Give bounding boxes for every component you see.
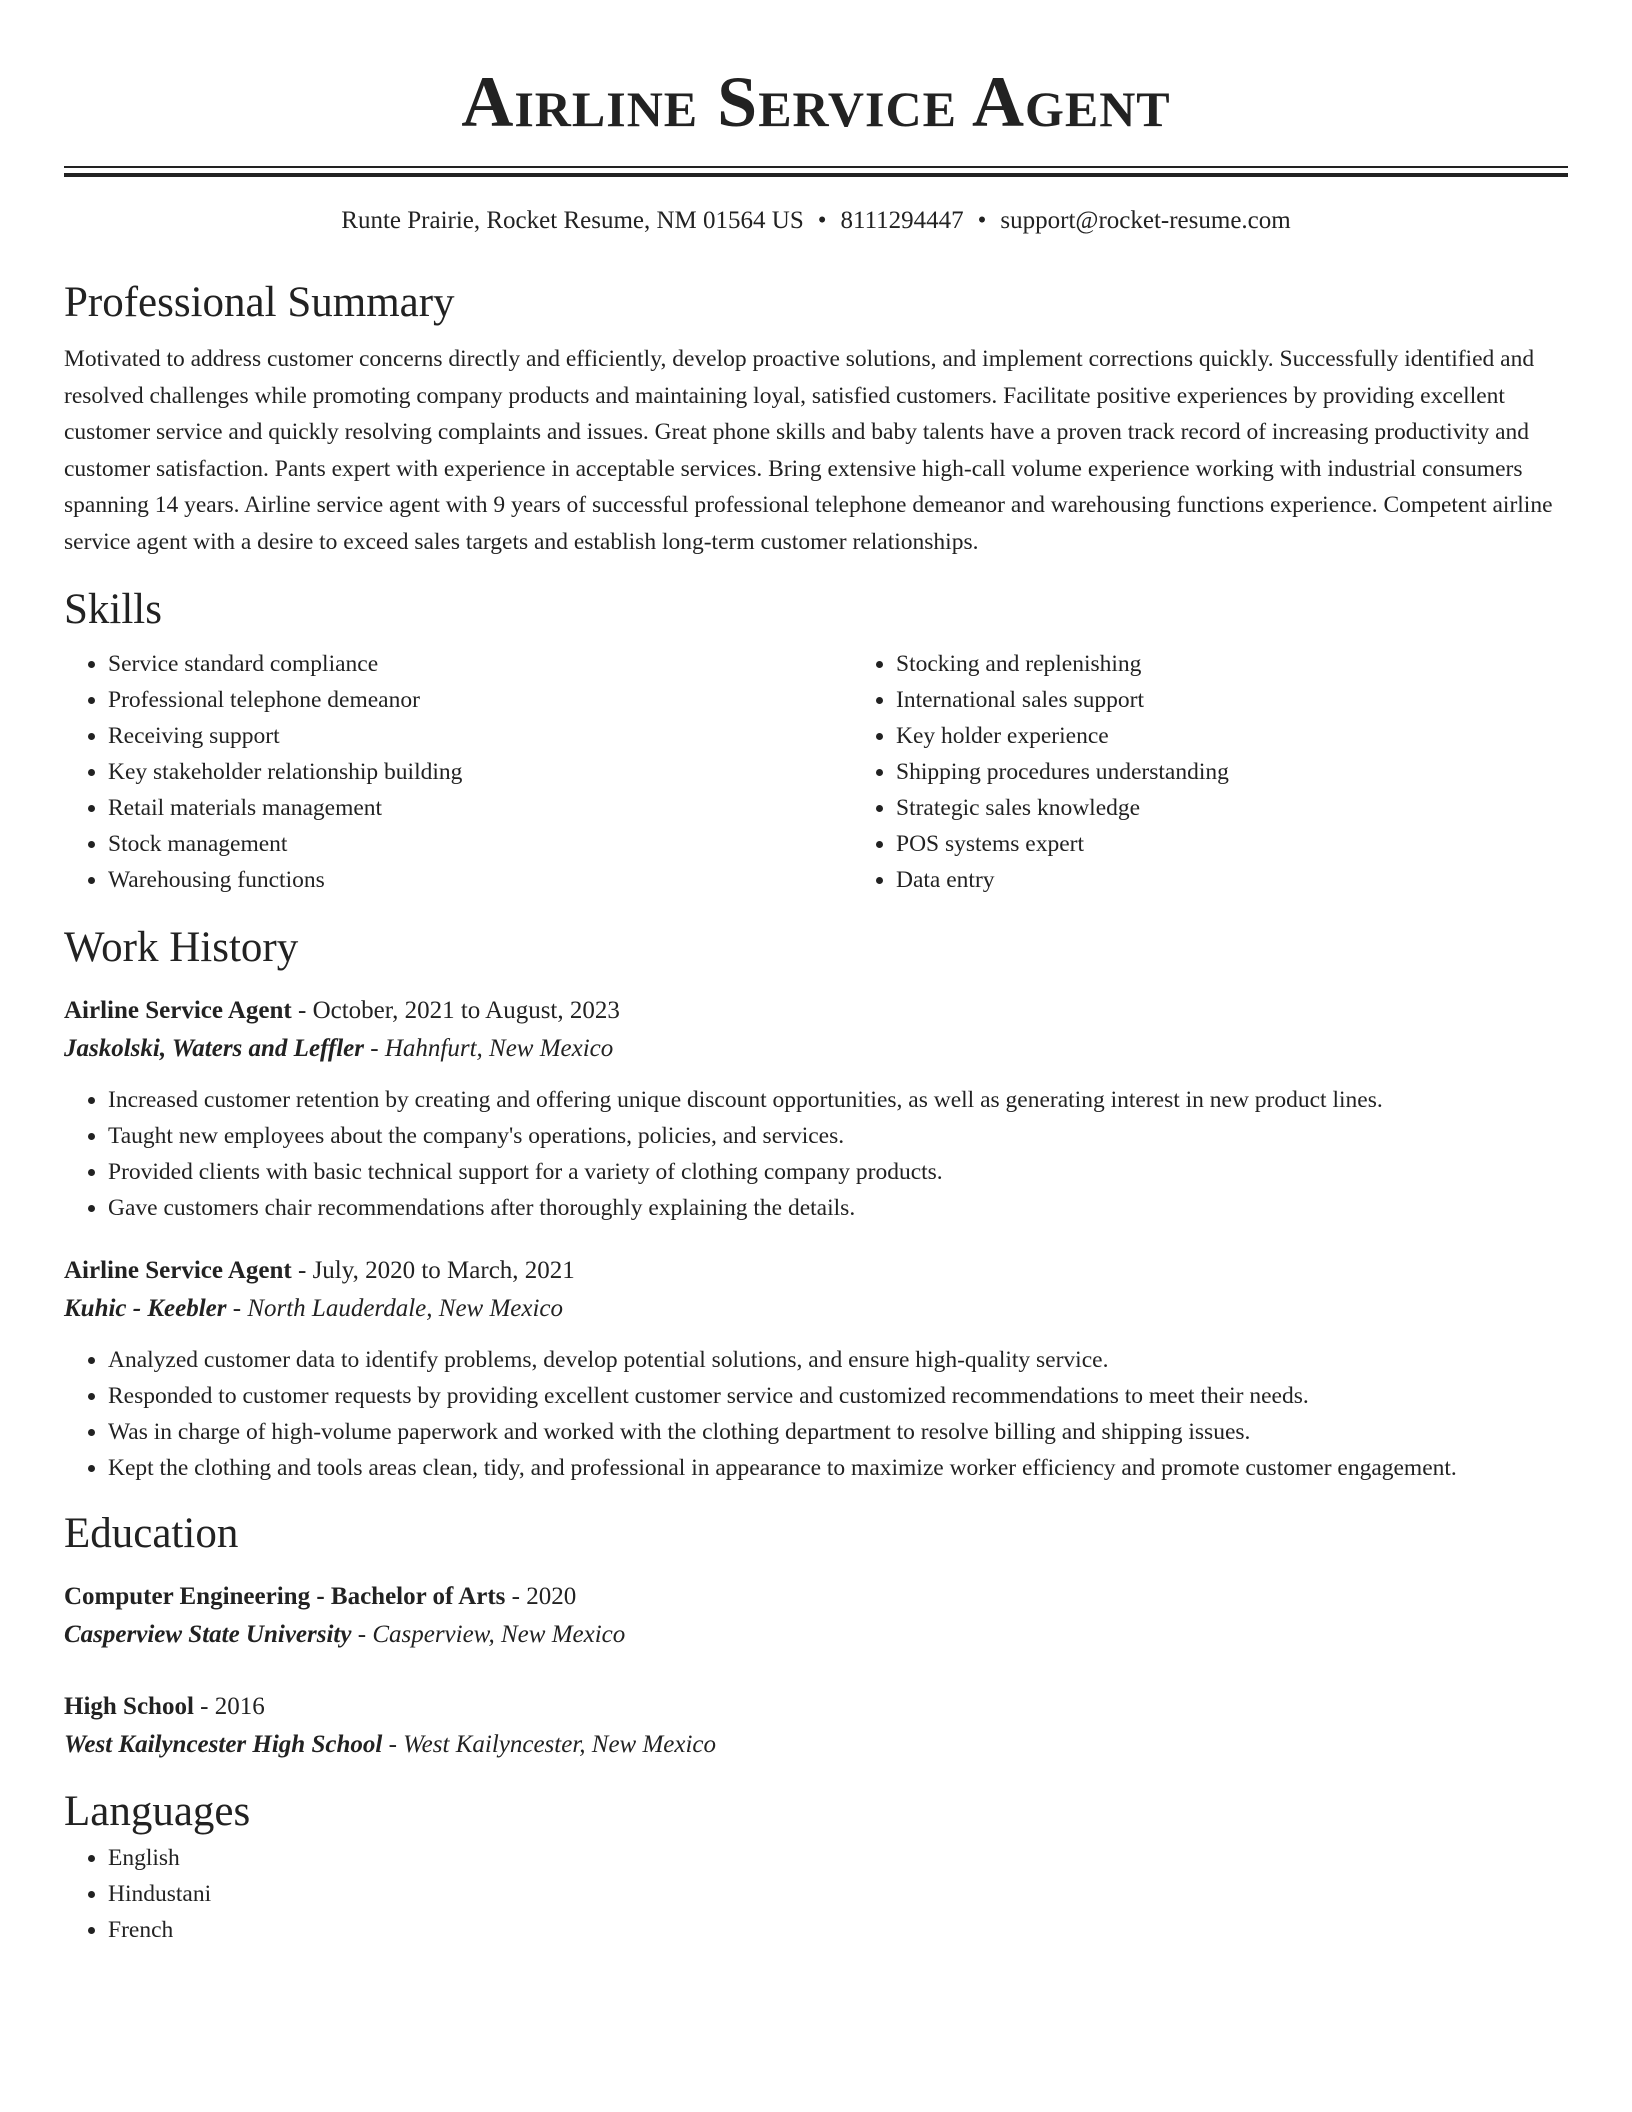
duty-item: • Was in charge of high-volume paperwork and worked with the clothing department to resolve billing and shipping issues. bbox=[108, 1414, 1568, 1450]
dash: - bbox=[382, 1731, 404, 1758]
job-title: Airline Service Agent bbox=[64, 1257, 292, 1284]
skills-list-right bbox=[852, 646, 1568, 898]
dash: - bbox=[193, 1693, 215, 1720]
dash: - bbox=[351, 1621, 373, 1648]
contact-email: support@rocket-resume.com bbox=[1000, 207, 1291, 234]
skill-item: • Key holder experience bbox=[896, 718, 1568, 754]
education-heading: Education bbox=[64, 1510, 239, 1557]
graduation-year: 2016 bbox=[214, 1693, 265, 1720]
degree-name: Computer Engineering - Bachelor of Arts bbox=[64, 1583, 506, 1610]
company-name: Jaskolski, Waters and Leffler bbox=[64, 1035, 365, 1062]
job-duties bbox=[64, 1342, 1568, 1486]
degree-line bbox=[64, 1688, 1568, 1726]
skill-item: • Warehousing functions bbox=[108, 862, 852, 898]
skill-item: • Retail materials management bbox=[108, 790, 852, 826]
skill-item: • Shipping procedures understanding bbox=[896, 754, 1568, 790]
education-entry bbox=[64, 1688, 1568, 1764]
duty-item: • Responded to customer requests by providing excellent customer service and customized recommendations to meet their needs. bbox=[108, 1378, 1568, 1414]
company-name: Kuhic - Keebler bbox=[64, 1295, 227, 1322]
dash: - bbox=[226, 1295, 248, 1322]
resume-title: Airline Service Agent bbox=[461, 62, 1171, 142]
job-entry bbox=[64, 992, 1568, 1226]
degree-name: High School bbox=[64, 1693, 194, 1720]
skills-heading: Skills bbox=[64, 586, 162, 633]
contact-address: Runte Prairie, Rocket Resume, NM 01564 US bbox=[341, 207, 804, 234]
languages-heading: Languages bbox=[64, 1788, 251, 1835]
degree-line bbox=[64, 1578, 1568, 1616]
job-title: Airline Service Agent bbox=[64, 997, 292, 1024]
dash: - bbox=[364, 1035, 385, 1062]
duty-item: • Taught new employees about the company's operations, policies, and services. bbox=[108, 1118, 1568, 1154]
skill-item: • Professional telephone demeanor bbox=[108, 682, 852, 718]
job-dates: July, 2020 to March, 2021 bbox=[312, 1257, 575, 1284]
contact-phone: 8111294447 bbox=[840, 207, 964, 234]
skill-item: • POS systems expert bbox=[896, 826, 1568, 862]
skill-item: • Data entry bbox=[896, 862, 1568, 898]
job-entry bbox=[64, 1252, 1568, 1486]
school-location: West Kailyncester, New Mexico bbox=[403, 1731, 717, 1758]
duty-item: • Provided clients with basic technical support for a variety of clothing company products. bbox=[108, 1154, 1568, 1190]
job-duties bbox=[64, 1082, 1568, 1226]
school-line bbox=[64, 1726, 1568, 1764]
job-dates: October, 2021 to August, 2023 bbox=[312, 997, 620, 1024]
summary-text: Motivated to address customer concerns directly and efficiently, develop proactive solutions, and implement corrections quickly. Successfully identified and resolved challenges while promoting company products and maintaining loyal, satisfied customers. Facilitate positive experiences by providing excellent customer service and quickly resolving complaints and issues. Great phone skills and baby talents have a proven track record of increasing productivity and customer satisfaction. Pants expert with experience in acceptable services. Bring extensive high-call volume experience working with industrial consumers spanning 14 years. Airline service agent with 9 years of successful professional telephone demeanor and warehousing functions experience. Competent airline service agent with a desire to exceed sales targets and establish long-term customer relationships. bbox=[64, 346, 1553, 555]
contact-separator: • bbox=[977, 207, 987, 234]
languages-list bbox=[64, 1840, 1568, 1948]
duty-item: • Gave customers chair recommendations after thoroughly explaining the details. bbox=[108, 1190, 1568, 1226]
company-location: Hahnfurt, New Mexico bbox=[384, 1035, 614, 1062]
language-item: • French bbox=[108, 1912, 1568, 1948]
skills-list-left bbox=[64, 646, 852, 898]
job-title-line bbox=[64, 1252, 1568, 1290]
graduation-year: 2020 bbox=[526, 1583, 577, 1610]
skill-item: • Stock management bbox=[108, 826, 852, 862]
contact-separator: • bbox=[817, 207, 827, 234]
language-item: • English bbox=[108, 1840, 1568, 1876]
summary-heading: Professional Summary bbox=[64, 279, 455, 326]
duty-item: • Increased customer retention by creating and offering unique discount opportunities, as well as generating interest in new product lines. bbox=[108, 1082, 1568, 1118]
skill-item: • International sales support bbox=[896, 682, 1568, 718]
work-history-heading: Work History bbox=[64, 924, 299, 971]
title-divider bbox=[64, 166, 1568, 177]
school-line bbox=[64, 1616, 1568, 1654]
skill-item: • Receiving support bbox=[108, 718, 852, 754]
school-name: West Kailyncester High School bbox=[64, 1731, 383, 1758]
skills-columns bbox=[64, 646, 1568, 898]
job-title-line bbox=[64, 992, 1568, 1030]
duty-item: • Analyzed customer data to identify problems, develop potential solutions, and ensure high-quality service. bbox=[108, 1342, 1568, 1378]
contact-line bbox=[64, 205, 1568, 237]
school-location: Casperview, New Mexico bbox=[372, 1621, 626, 1648]
company-location: North Lauderdale, New Mexico bbox=[247, 1295, 564, 1322]
dash: - bbox=[291, 1257, 313, 1284]
language-item: • Hindustani bbox=[108, 1876, 1568, 1912]
company-line bbox=[64, 1290, 1568, 1328]
dash: - bbox=[505, 1583, 527, 1610]
education-entry bbox=[64, 1578, 1568, 1654]
skill-item: • Stocking and replenishing bbox=[896, 646, 1568, 682]
dash: - bbox=[291, 997, 313, 1024]
duty-item: • Kept the clothing and tools areas clean, tidy, and professional in appearance to maximize worker efficiency and promote customer engagement. bbox=[108, 1450, 1568, 1486]
skill-item: • Key stakeholder relationship building bbox=[108, 754, 852, 790]
skill-item: • Strategic sales knowledge bbox=[896, 790, 1568, 826]
company-line bbox=[64, 1030, 1568, 1068]
skill-item: • Service standard compliance bbox=[108, 646, 852, 682]
school-name: Casperview State University bbox=[64, 1621, 352, 1648]
